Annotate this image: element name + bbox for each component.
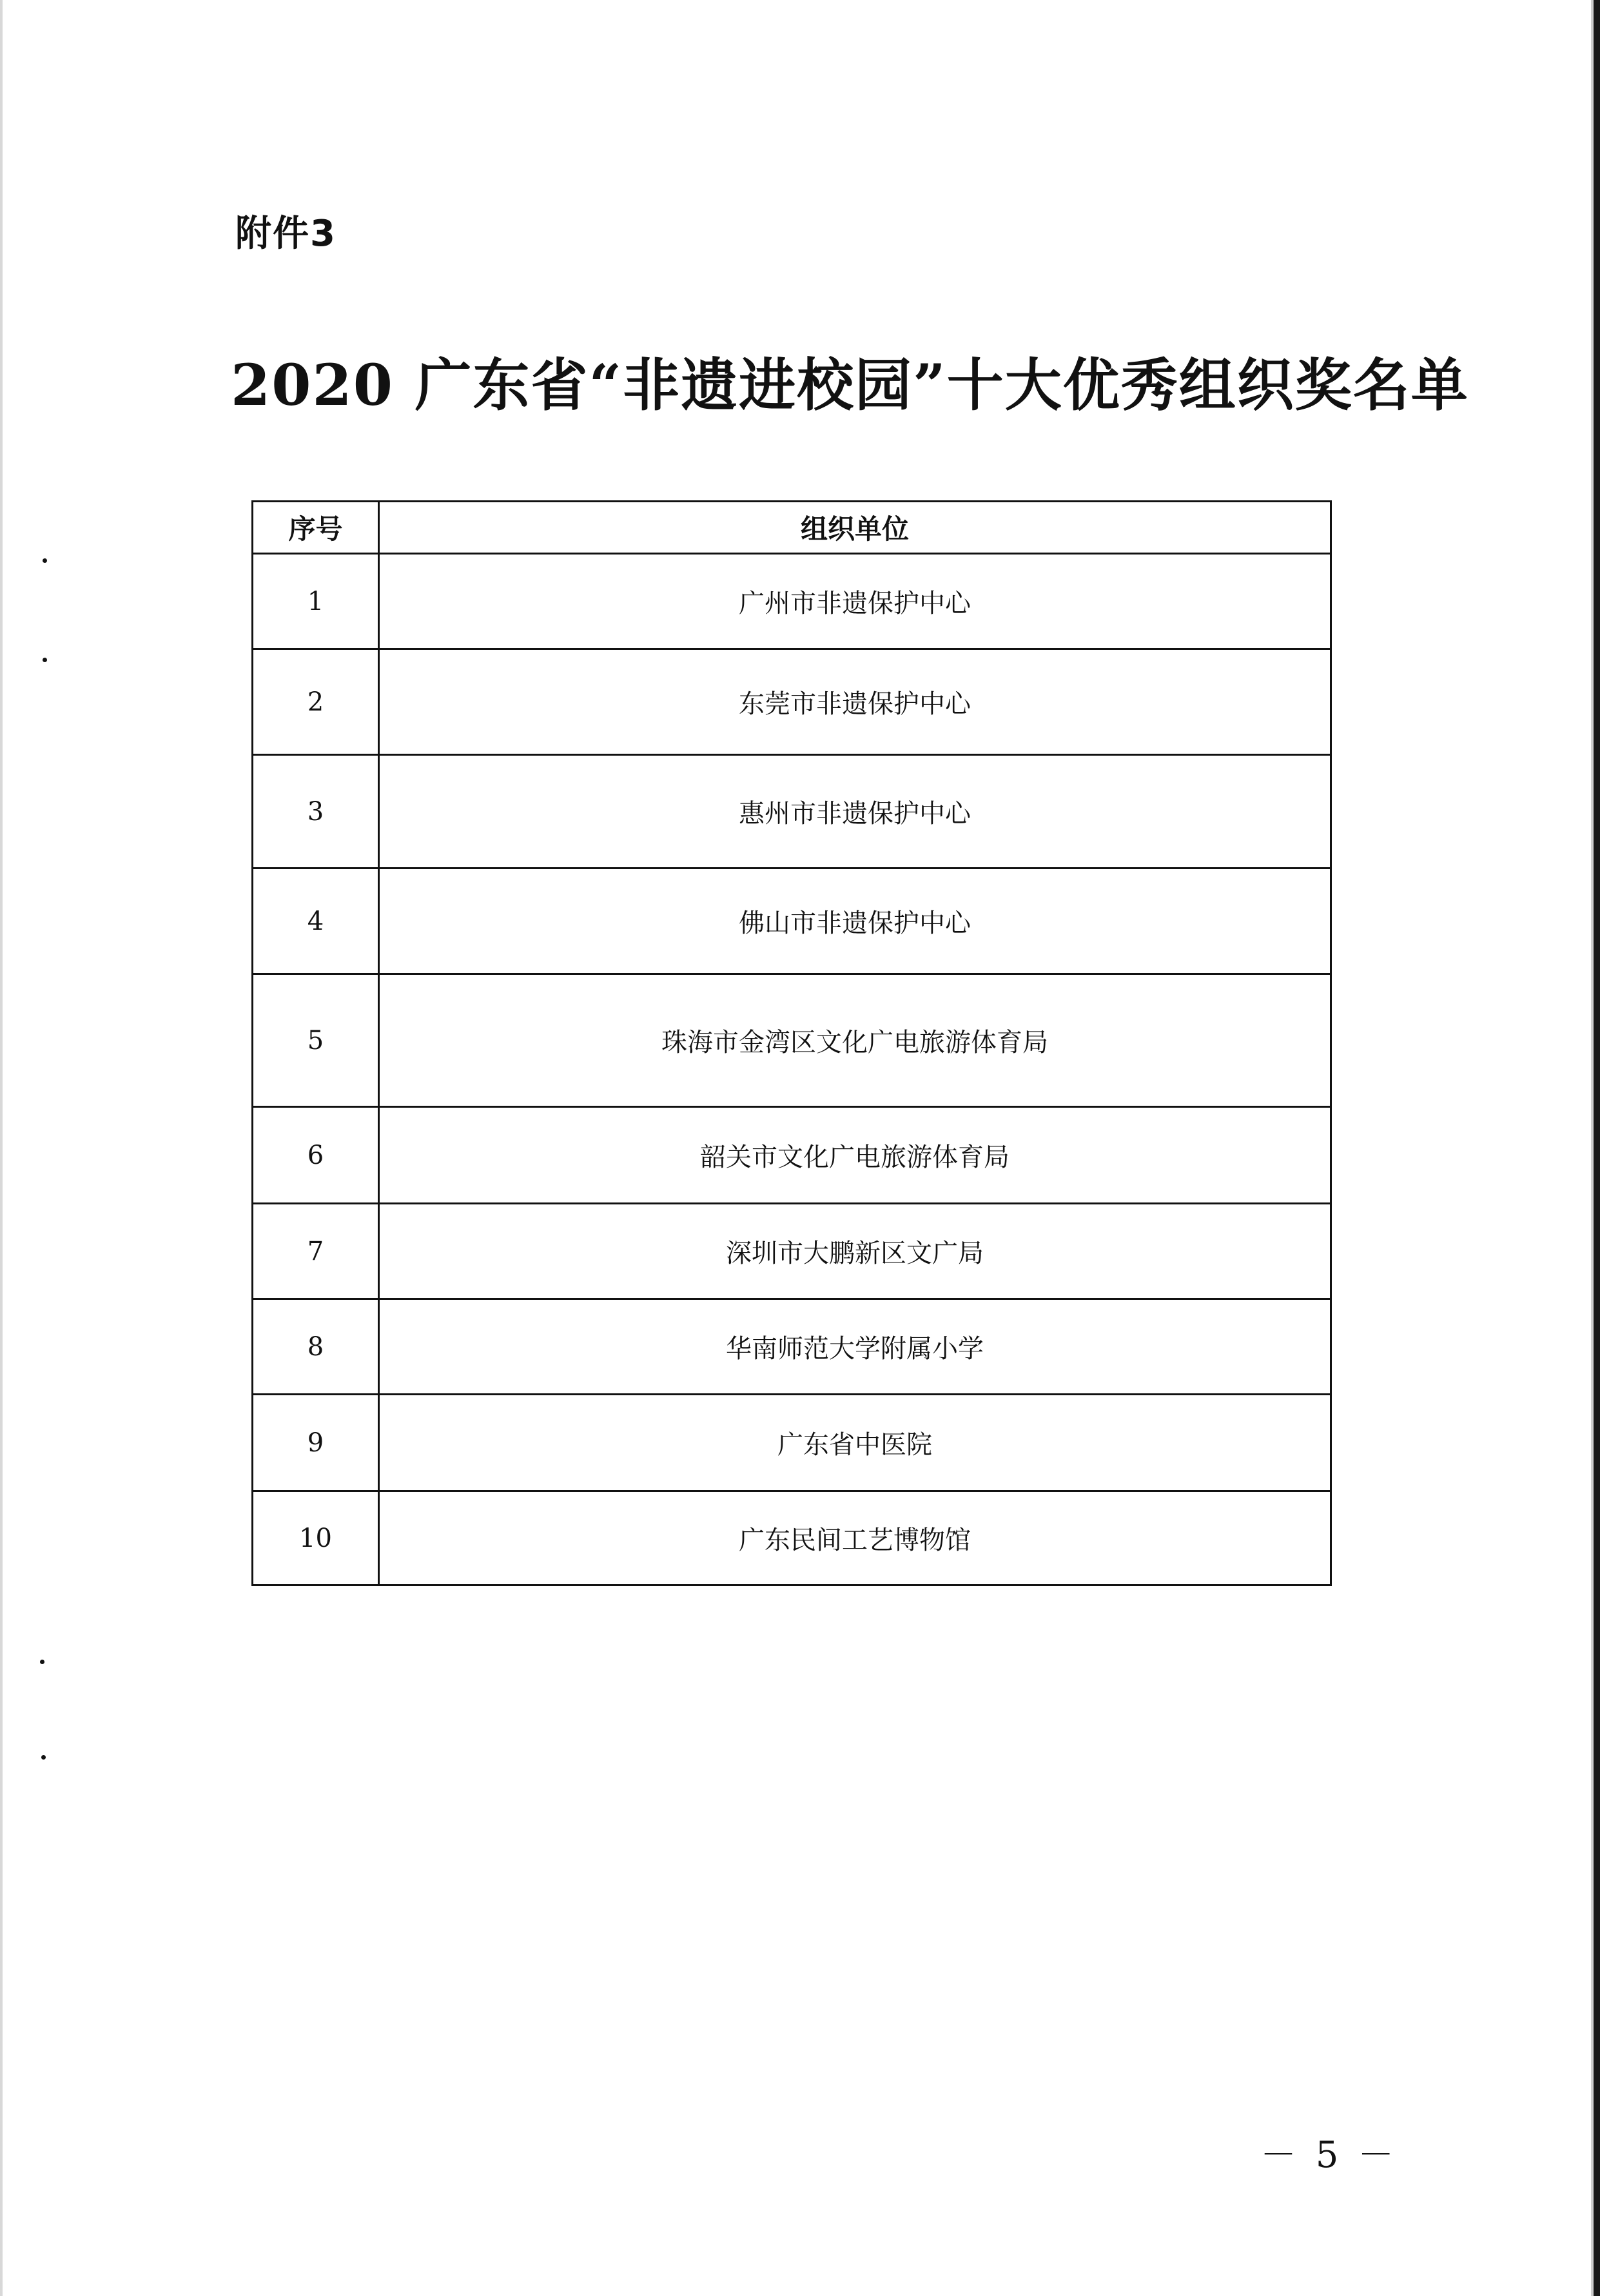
row-number: 4	[253, 868, 379, 974]
table-row	[253, 1107, 1331, 1204]
document-title: 2020 广东省“非遗进校园”十大优秀组织奖名单	[231, 351, 1469, 418]
table-row	[253, 1204, 1331, 1299]
table-row	[253, 1299, 1331, 1395]
row-organization: 东莞市非遗保护中心	[379, 649, 1331, 755]
table-header-row	[253, 502, 1331, 554]
table-row	[253, 649, 1331, 755]
attachment-label: 附件3	[235, 213, 337, 255]
scan-speck	[43, 558, 47, 563]
row-organization: 广东省中医院	[379, 1395, 1331, 1491]
row-number: 7	[253, 1204, 379, 1299]
table-row	[253, 974, 1331, 1107]
row-organization: 广州市非遗保护中心	[379, 554, 1331, 649]
scan-edge-left	[0, 0, 3, 2296]
scan-speck	[43, 658, 47, 662]
row-organization: 韶关市文化广电旅游体育局	[379, 1107, 1331, 1204]
row-number: 6	[253, 1107, 379, 1204]
table-row	[253, 1491, 1331, 1585]
row-number: 10	[253, 1491, 379, 1585]
scan-edge-right	[1594, 0, 1600, 2296]
row-number: 3	[253, 755, 379, 868]
table-row	[253, 868, 1331, 974]
award-table	[251, 500, 1332, 1586]
header-organization: 组织单位	[379, 502, 1331, 554]
scan-speck	[41, 1755, 46, 1760]
row-number: 9	[253, 1395, 379, 1491]
row-number: 8	[253, 1299, 379, 1395]
row-number: 5	[253, 974, 379, 1107]
row-organization: 惠州市非遗保护中心	[379, 755, 1331, 868]
header-number: 序号	[253, 502, 379, 554]
table-row	[253, 1395, 1331, 1491]
row-number: 2	[253, 649, 379, 755]
row-number: 1	[253, 554, 379, 649]
scan-speck	[40, 1660, 44, 1664]
row-organization: 广东民间工艺博物馆	[379, 1491, 1331, 1585]
page-number: － 5 －	[1260, 2134, 1398, 2176]
row-organization: 深圳市大鹏新区文广局	[379, 1204, 1331, 1299]
table-row	[253, 554, 1331, 649]
row-organization: 华南师范大学附属小学	[379, 1299, 1331, 1395]
row-organization: 佛山市非遗保护中心	[379, 868, 1331, 974]
table-row	[253, 755, 1331, 868]
row-organization: 珠海市金湾区文化广电旅游体育局	[379, 974, 1331, 1107]
